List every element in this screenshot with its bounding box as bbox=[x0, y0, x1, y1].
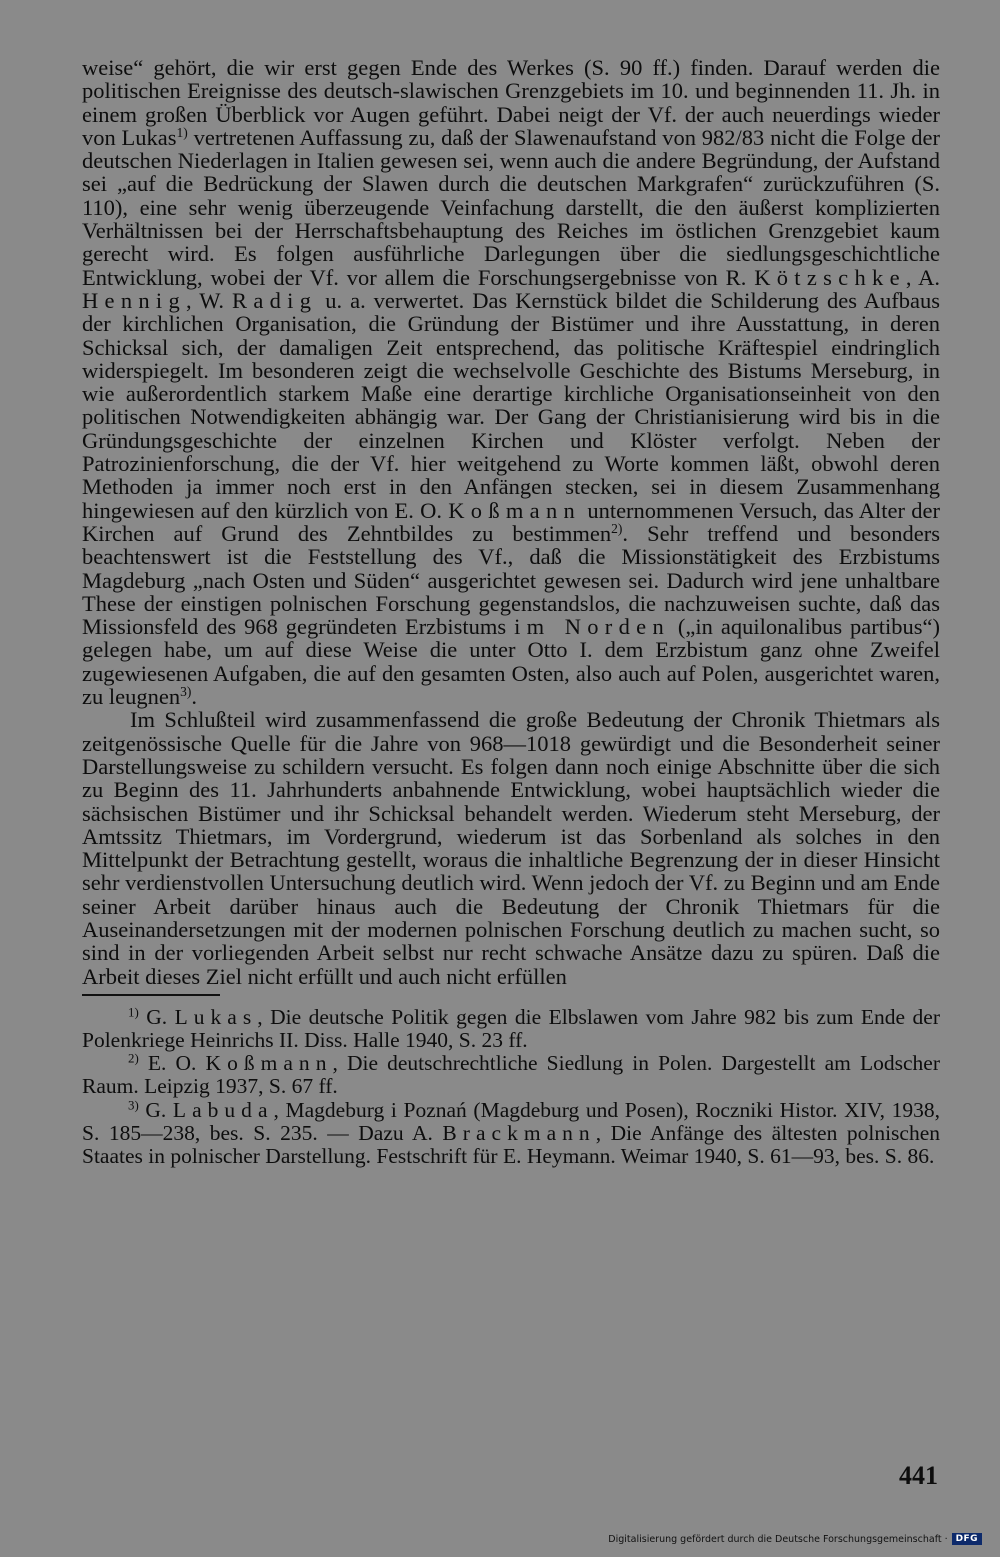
spaced-name: Brackmann bbox=[442, 1120, 596, 1145]
text-run: , A. bbox=[905, 264, 940, 290]
footnotes bbox=[82, 1006, 940, 1168]
digitization-notice-text: Digitalisierung gefördert durch die Deutsche Forschungsgemeinschaft · bbox=[608, 1533, 948, 1545]
spaced-name: Kötzschke bbox=[754, 264, 906, 290]
spaced-name: Koßmann bbox=[448, 497, 582, 523]
text-run: unternommenen Versuch, das Alter der Kirchen auf Grund des Zehntbildes zu bestimmen bbox=[82, 497, 940, 546]
text-run: . Sehr treffend und besonders beachtenswert ist die Feststellung des Vf., daß die Missionstätigkeit des Erzbistums Magdeburg „nach Osten und Süden“ ausgerichtet gewesen sei. Dadurch wird jene unhaltbare These der einstigen polnischen Forschung gegenstandslos, die nachzuweisen suchte, daß das Missionsfeld des 968 gegründeten Erzbistums bbox=[82, 520, 940, 640]
text-run: . bbox=[191, 684, 197, 710]
footnote-mark: 1) bbox=[128, 1005, 139, 1020]
page-number: 441 bbox=[899, 1461, 938, 1490]
text-run: G. bbox=[138, 1004, 175, 1029]
footnote-mark: 3) bbox=[180, 683, 192, 699]
spaced-name: Lukas bbox=[174, 1004, 258, 1029]
body-text bbox=[82, 56, 940, 988]
spaced-name: Radig bbox=[232, 287, 318, 313]
text-run: G. bbox=[138, 1097, 173, 1122]
footnote-mark: 2) bbox=[611, 520, 623, 536]
text-run: u. a. verwertet. Das Kernstück bildet die Schilderung des Aufbaus der kirchlichen Organisation, die Gründung der Bistümer und ihre Ausstattung, in deren Schicksal sich, der damaligen Zeit entsprechend, das politische Kräftespiel eindringlich widerspiegelt. Im besonderen zeigt die wechselvolle Geschichte des Bistums Merseburg, in wie außerordentlich starkem Maße eine derartige kirchliche Organisationseinheit von den politischen Notwendigkeiten abhängig war. Der Gang der Christianisierung wird bis in die Gründungsgeschichte der einzelnen Kirchen und Klöster verfolgt. Neben der Patrozinienforschung, die der Vf. hier weitgehend zu Worte kommen läßt, obwohl deren Methoden ja immer noch erst in den Anfängen stecken, sei in diesem Zusammenhang hingewiesen auf den kürzlich von E. O. bbox=[82, 287, 940, 523]
text-run: , Die deutschrechtliche Siedlung in Polen. Dargestellt am Lodscher Raum. Leipzig 1937, S. 67 ff. bbox=[82, 1051, 940, 1099]
text-run: weise“ gehört, die wir erst gegen Ende des Werkes (S. 90 ff.) finden. Darauf werden die politischen Ereignisse des deutsch-slawischen Grenzgebiets im 10. und beginnenden 11. Jh. in einem großen Überblick vor Augen geführt. Dabei neigt der Vf. der auch neuerdings wieder von Lukas bbox=[82, 55, 940, 150]
paragraph bbox=[82, 56, 940, 708]
text-run: , Die Anfänge des ältesten polnischen Staates in polnischer Darstellung. Festschrift für E. Heymann. Weimar 1940, S. 61—93, bes. S. 86. bbox=[82, 1120, 941, 1169]
text-run: , Magdeburg i Poznań (Magdeburg und Posen), Roczniki Histor. XIV, 1938, S. 185—238, bes. S. 235. — Dazu A. bbox=[82, 1097, 940, 1145]
spaced-name: Koßmann bbox=[205, 1051, 333, 1076]
text-run: , W. bbox=[186, 287, 233, 313]
text-run: vertretenen Auffassung zu, daß der Slawenaufstand von 982/83 nicht die Folge der deutschen Niederlagen in Italien gewesen sei, wenn auch die andere Begründung, der Aufstand sei „auf die Bedrückung der Slawen durch die deutschen Markgrafen“ zurückzuführen (S. 110), eine sehr wenig überzeugende Veinfachung darstellt, die den äußerst komplizierten Verhältnissen bei der Herrschaftsbehauptung des Reiches im östlichen Grenzgebiet kaum gerecht wird. Es folgen ausführliche Darlegungen über die siedlungsgeschichtliche Entwicklung, wobei der Vf. vor allem die Forschungsergebnisse von R. bbox=[82, 124, 940, 290]
footnote-3 bbox=[82, 1099, 940, 1169]
text-run: E. O. bbox=[138, 1051, 206, 1076]
spaced-name: Labuda bbox=[172, 1097, 274, 1122]
dfg-logo: DFG bbox=[952, 1533, 982, 1545]
spaced-name: im Norden bbox=[514, 614, 670, 640]
text-run: , Die deutsche Politik gegen die Elbslawen vom Jahre 982 bis zum Ende der Polenkriege Heinrichs II. Diss. Halle 1940, S. 23 ff. bbox=[82, 1004, 941, 1053]
footnote-mark: 2) bbox=[128, 1051, 139, 1066]
footnote-2 bbox=[82, 1052, 940, 1098]
footnote-mark: 1) bbox=[176, 124, 188, 140]
text-run: („in aquilonalibus partibus“) gelegen habe, um auf diese Weise die unter Otto I. dem Erzbistum ganz ohne Zweifel zugewiesenen Aufgaben, die auf den gesamten Osten, also auch auf Polen, ausgerichtet waren, zu leugnen bbox=[82, 614, 940, 710]
footnote-separator bbox=[82, 994, 220, 996]
page-content bbox=[82, 56, 940, 1168]
spaced-name: Hennig bbox=[82, 287, 187, 313]
digitization-notice bbox=[608, 1533, 982, 1545]
footnote-mark: 3) bbox=[128, 1097, 139, 1112]
text-run: Im Schlußteil wird zusammenfassend die große Bedeutung der Chronik Thietmars als zeitgenössische Quelle für die Jahre von 968—1018 gewürdigt und die Besonderheit seiner Darstellungsweise zu schildern versucht. Es folgen dann noch einige Abschnitte über die sich zu Beginn des 11. Jahrhunderts anbahnende Entwicklung, wobei hauptsächlich wieder die sächsischen Bistümer und ihr Schicksal behandelt werden. Wiederum steht Merseburg, der Amtssitz Thietmars, im Vordergrund, wiederum ist das Sorbenland als solches in den Mittelpunkt der Betrachtung gestellt, woraus die inhaltliche Begrenzung der in dieser Hinsicht sehr verdienstvollen Untersuchung deutlich wird. Wenn jedoch der Vf. zu Beginn und am Ende seiner Arbeit darüber hinaus auch die Bedeutung der Chronik Thietmars für die Auseinandersetzungen mit der modernen polnischen Forschung deutlich zu machen sucht, so sind in der vorliegenden Arbeit selbst nur recht schwache Ansätze dazu zu spüren. Daß die Arbeit dieses Ziel nicht erfüllt und auch nicht erfüllen bbox=[82, 707, 940, 989]
paragraph bbox=[82, 708, 940, 988]
footnote-1 bbox=[82, 1006, 940, 1052]
